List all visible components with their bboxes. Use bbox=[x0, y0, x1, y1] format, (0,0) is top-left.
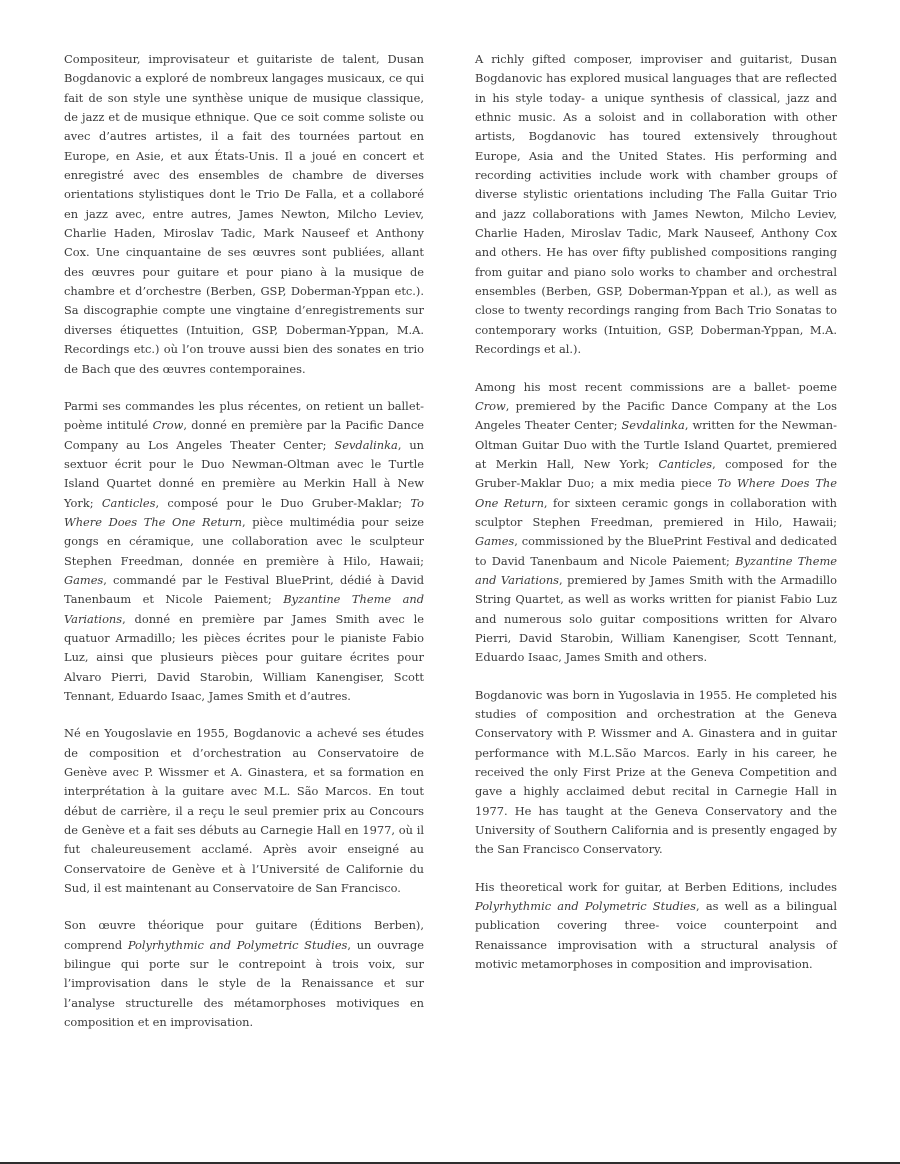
text-run: , un ouvrage bilingue qui porte sur le contrepoint à trois voix, sur l’improvisation dans le style de la Renaissance et sur l’analyse structurelle des métamorphoses motiviques en composition et en improvisation. bbox=[64, 937, 424, 1030]
french-paragraph-theory bbox=[64, 916, 424, 1032]
text-run: , pièce multimédia pour seize gongs en céramique, une collaboration avec le sculpteur Stephen Freedman, donnée en première à Hilo, Hawaii; bbox=[64, 514, 424, 568]
work-title: Canticles bbox=[658, 456, 713, 471]
text-run: Among his most recent commissions are a ballet- poeme bbox=[475, 379, 837, 394]
work-title: Polyrhythmic and Polymetric Studies bbox=[127, 937, 348, 952]
work-title: Games bbox=[475, 534, 515, 549]
text-run: , commissioned by the BluePrint Festival and dedicated to David Tanenbaum and Nicole Paiement; bbox=[475, 534, 837, 568]
french-paragraph-commissions bbox=[64, 397, 424, 707]
text-run: , as well as a bilingual publication covering three- voice counterpoint and Renaissance improvisation with a structural analysis of motivic metamorphoses in composition and improvisation. bbox=[475, 899, 837, 972]
english-paragraph-commissions bbox=[475, 378, 837, 668]
text-run: His theoretical work for guitar, at Berben Editions, includes bbox=[475, 879, 837, 894]
work-title: To Where Does The One Return bbox=[64, 495, 424, 529]
english-paragraph-theory bbox=[475, 878, 837, 975]
text-run: , donné en première par la Pacific Dance Company au Los Angeles Theater Center; bbox=[64, 418, 424, 452]
text-run: , composé pour le Duo Gruber-Maklar; bbox=[155, 495, 411, 510]
text-run: , composed for the Gruber-Maklar Duo; a mix media piece bbox=[475, 456, 837, 491]
work-title: Crow bbox=[152, 418, 184, 433]
text-run: , commandé par le Festival BluePrint, dédié à David Tanenbaum et Nicole Paiement; bbox=[64, 572, 424, 607]
french-paragraph-biography: Compositeur, improvisateur et guitariste de talent, Dusan Bogdanovic a exploré de nombreux langages musicaux, ce qui fait de son style une synthèse unique de musique classique, de jazz et de musique ethnique. Que ce soit comme soliste ou avec d’autres artistes, il a fait des tournées partout en Europe, en Asie, et aux États-Unis. Il a joué en concert et enregistré avec des ensembles de chambre de diverses orientations stylistiques dont le Trio De Falla, et a collaboré en jazz avec, entre autres, James Newton, Milcho Leviev, Charlie Haden, Miroslav Tadic, Mark Nauseef et Anthony Cox. Une cinquantaine de ses œuvres sont publiées, allant des œuvres pour guitare et pour piano à la musique de chambre et d’orchestre (Berben, GSP, Doberman-Yppan etc.). Sa discographie compte une vingtaine d’enregistrements sur diverses étiquettes (Intuition, GSP, Doberman-Yppan, M.A. Recordings etc.) où l’on trouve aussi bien des sonates en trio de Bach que des œuvres contemporaines. bbox=[64, 52, 424, 376]
text-run: , for sixteen ceramic gongs in collaboration with sculptor Stephen Freedman, premiered in Hilo, Hawaii; bbox=[475, 495, 837, 529]
work-title: Sevdalinka bbox=[621, 418, 685, 433]
work-title: Canticles bbox=[101, 495, 156, 510]
text-run: Son œuvre théorique pour guitare (Éditions Berben), comprend bbox=[64, 918, 424, 952]
text-run: , donné en première par James Smith avec le quatuor Armadillo; les pièces écrites pour le pianiste Fabio Luz, ainsi que plusieurs pièces pour guitare écrites pour Alvaro Pierri, David Starobin, William Kanengiser, Scott Tennant, Eduardo Isaac, James Smith et d’autres. bbox=[64, 611, 424, 703]
work-title: Crow bbox=[475, 398, 506, 413]
text-run: , written for the Newman- Oltman Guitar Duo with the Turtle Island Quartet, premiered at Merkin Hall, New York; bbox=[475, 418, 837, 471]
work-title: Polyrhythmic and Polymetric Studies bbox=[475, 899, 697, 914]
text-run: , un sextuor écrit pour le Duo Newman-Oltman avec le Turtle Island Quartet donné en première au Merkin Hall à New York; bbox=[64, 437, 424, 510]
english-paragraph-biography: A richly gifted composer, improviser and guitarist, Dusan Bogdanovic has explored musical languages that are reflected in his style today- a unique synthesis of classical, jazz and ethnic music. As a soloist and in collaboration with other artists, Bogdanovic has toured extensively throughout Europe, Asia and the United States. His performing and recording activities include work with chamber groups of diverse stylistic orientations including The Falla Guitar Trio and jazz collaborations with James Newton, Milcho Leviev, Charlie Haden, Miroslav Tadic, Mark Nauseef, Anthony Cox and others. He has over fifty published compositions ranging from guitar and piano solo works to chamber and orchestral ensembles (Berben, GSP, Doberman-Yppan et al.), as well as close to twenty recordings ranging from Bach Trio Sonatas to contemporary works (Intuition, GSP, Doberman-Yppan, M.A. Recordings et al.). bbox=[475, 52, 837, 357]
french-column bbox=[64, 50, 424, 1051]
english-paragraph-education: Bogdanovic was born in Yugoslavia in 1955. He completed his studies of composition and orchestration at the Geneva Conservatory with P. Wissmer and A. Ginastera and in guitar performance with M.L.São Marcos. Early in his career, he received the only First Prize at the Geneva Competition and gave a highly acclaimed debut recital in Carnegie Hall in 1977. He has taught at the Geneva Conservatory and the University of Southern California and is presently engaged by the San Francisco Conservatory. bbox=[475, 687, 837, 857]
work-title: Sevdalinka bbox=[334, 437, 398, 452]
text-run: Parmi ses commandes les plus récentes, on retient un ballet-poème intitulé bbox=[64, 398, 424, 433]
text-run: , premiered by the Pacific Dance Company at the Los Angeles Theater Center; bbox=[475, 398, 837, 433]
english-column bbox=[475, 50, 837, 992]
french-paragraph-education: Né en Yougoslavie en 1955, Bogdanovic a achevé ses études de composition et d’orchestration au Conservatoire de Genève avec P. Wissmer et A. Ginastera, et sa formation en interprétation à la guitare avec M.L. São Marcos. En tout début de carrière, il a reçu le seul premier prix au Concours de Genève et a fait ses débuts au Carnegie Hall en 1977, où il fut chaleureusement acclamé. Après avoir enseigné au Conservatoire de Genève et à l’Université de Californie du Sud, il est maintenant au Conservatoire de San Francisco. bbox=[64, 726, 424, 896]
work-title: Games bbox=[64, 572, 104, 587]
text-run: , premiered by James Smith with the Armadillo String Quartet, as well as works written for pianist Fabio Luz and numerous solo guitar compositions written for Alvaro Pierri, David Starobin, William Kanengiser, Scott Tennant, Eduardo Isaac, James Smith and others. bbox=[475, 572, 837, 665]
work-title: Byzantine Theme and Variations bbox=[475, 553, 837, 587]
work-title: Byzantine Theme and Variations bbox=[64, 592, 424, 626]
work-title: To Where Does The One Return bbox=[475, 476, 837, 510]
